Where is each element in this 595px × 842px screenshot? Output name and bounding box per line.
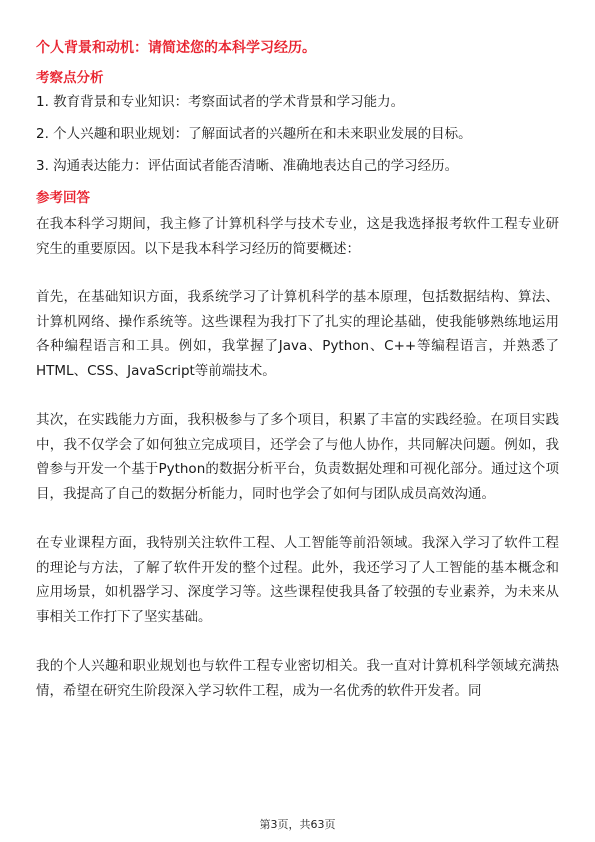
- answer-paragraph-3: 其次，在实践能力方面，我积极参与了多个项目，积累了丰富的实践经验。在项目实践中，我不仅学会了如何独立完成项目，还学会了与他人协作，共同解决问题。例如，我曾参与开发一个基于Python的数据分析平台，负责数据处理和可视化部分。通过这个项目，我提高了自己的数据分析能力，同时也学会了如何与团队成员高效沟通。: [36, 412, 559, 502]
- answer-paragraph-2: 首先，在基础知识方面，我系统学习了计算机科学的基本原理，包括数据结构、算法、计算机网络、操作系统等。这些课程为我打下了扎实的理论基础，使我能够熟练地运用各种编程语言和工具。例如，我掌握了Java、Python、C++等编程语言，并熟悉了HTML、CSS、JavaScript等前端技术。: [36, 289, 559, 379]
- question-title: 个人背景和动机：请简述您的本科学习经历。: [36, 40, 316, 56]
- analysis-point-3: 3. 沟通表达能力：评估面试者能否清晰、准确地表达自己的学习经历。: [36, 158, 459, 174]
- document-page: [36, 38, 559, 703]
- answer-paragraph-5: 我的个人兴趣和职业规划也与软件工程专业密切相关。我一直对计算机科学领域充满热情，希望在研究生阶段深入学习软件工程，成为一名优秀的软件开发者。同: [36, 658, 559, 699]
- analysis-point-2: 2. 个人兴趣和职业规划：了解面试者的兴趣所在和未来职业发展的目标。: [36, 126, 472, 142]
- analysis-heading: 考察点分析: [36, 70, 104, 86]
- page-number: 第3页，共63页: [259, 818, 336, 831]
- answer-heading: 参考回答: [36, 190, 90, 206]
- analysis-point-1: 1. 教育背景和专业知识：考察面试者的学术背景和学习能力。: [36, 94, 405, 110]
- answer-paragraph-1: 在我本科学习期间，我主修了计算机科学与技术专业，这是我选择报考软件工程专业研究生的重要原因。以下是我本科学习经历的简要概述：: [36, 216, 559, 257]
- answer-paragraph-4: 在专业课程方面，我特别关注软件工程、人工智能等前沿领域。我深入学习了软件工程的理论与方法，了解了软件开发的整个过程。此外，我还学习了人工智能的基本概念和应用场景，如机器学习、深度学习等。这些课程使我具备了较强的专业素养，为未来从事相关工作打下了坚实基础。: [36, 535, 559, 625]
